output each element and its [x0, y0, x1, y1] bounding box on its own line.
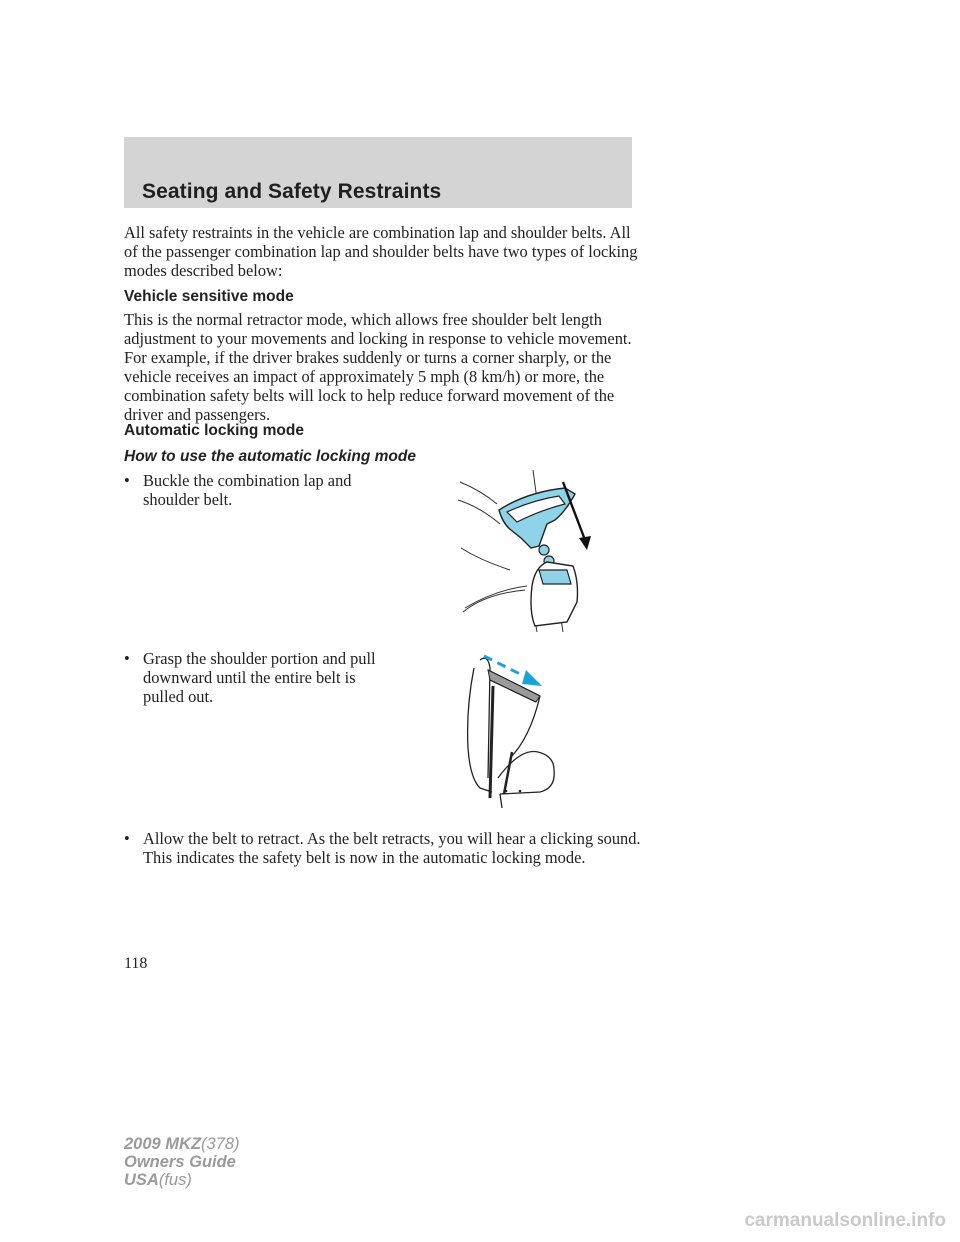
- step-2-bullet: [124, 649, 384, 706]
- page-number: 118: [124, 955, 148, 972]
- step-2-text: Grasp the shoulder portion and pull downward until the entire belt is pulled out.: [143, 649, 376, 706]
- buckle-illustration: [455, 462, 595, 634]
- bullet-dot: •: [124, 649, 130, 668]
- footer-guide-title: Owners Guide: [124, 1153, 236, 1171]
- vehicle-sensitive-heading: Vehicle sensitive mode: [124, 288, 294, 305]
- how-to-use-heading: How to use the automatic locking mode: [124, 448, 416, 465]
- step-3-text: Allow the belt to retract. As the belt retracts, you will hear a clicking sound. This indicates the safety belt is now in the automatic locking mode.: [143, 829, 641, 867]
- watermark: carmanualsonline.info: [744, 1210, 946, 1231]
- step-1-bullet: [124, 471, 384, 509]
- footer-market-code: (fus): [158, 1171, 192, 1189]
- step-3-bullet: [124, 829, 644, 867]
- bullet-dot: •: [124, 829, 130, 848]
- footer-model-code: (378): [201, 1135, 240, 1153]
- footer-model: 2009 MKZ: [124, 1135, 202, 1153]
- automatic-locking-heading: Automatic locking mode: [124, 422, 304, 439]
- footer-market: USA: [124, 1171, 159, 1189]
- vehicle-sensitive-paragraph: This is the normal retractor mode, which allows free shoulder belt length adjustment to your movements and locking in response to vehicle movement. For example, if the driver brakes suddenly or turns a corner sharply, or the vehicle receives an impact of approximately 5 mph (8 km/h) or more, the combination safety belts will lock to help reduce forward movement of the driver and passengers.: [124, 310, 632, 424]
- seat-belt-illustration: [460, 648, 560, 808]
- bullet-dot: •: [124, 471, 130, 490]
- section-title: Seating and Safety Restraints: [142, 180, 442, 203]
- footer-edition-info: [124, 1135, 240, 1189]
- step-1-text: Buckle the combination lap and shoulder belt.: [143, 471, 352, 509]
- intro-paragraph: All safety restraints in the vehicle are combination lap and shoulder belts. All of the passenger combination lap and shoulder belts have two types of locking modes described below:: [124, 223, 638, 280]
